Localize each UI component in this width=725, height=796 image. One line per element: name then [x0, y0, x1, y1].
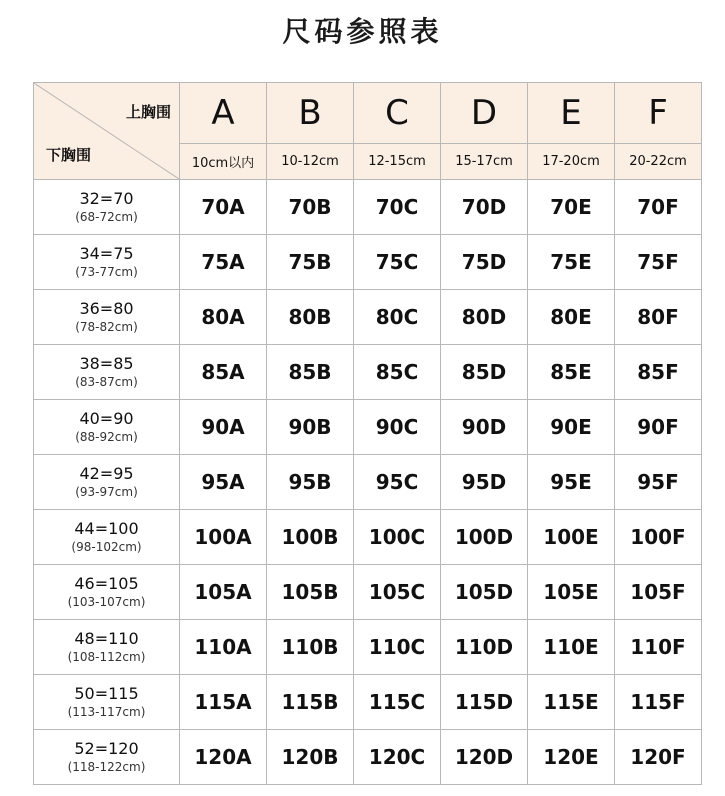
size-cell: 100E	[528, 510, 615, 565]
band-range: (118-122cm)	[67, 760, 146, 774]
cup-letter: A	[180, 83, 267, 144]
size-cell: 110D	[441, 620, 528, 675]
size-cell: 85E	[528, 345, 615, 400]
size-cell: 120B	[267, 730, 354, 785]
size-cell: 110F	[615, 620, 702, 675]
size-cell: 70C	[354, 180, 441, 235]
size-cell: 105E	[528, 565, 615, 620]
band-range: (108-112cm)	[67, 650, 146, 664]
size-cell: 90D	[441, 400, 528, 455]
size-cell: 110A	[180, 620, 267, 675]
size-cell: 75A	[180, 235, 267, 290]
under-bust-cell	[34, 455, 180, 510]
size-cell: 120F	[615, 730, 702, 785]
size-cell: 115D	[441, 675, 528, 730]
size-cell: 80D	[441, 290, 528, 345]
size-cell: 100C	[354, 510, 441, 565]
size-cell: 80A	[180, 290, 267, 345]
size-cell: 120D	[441, 730, 528, 785]
cup-letter: F	[615, 83, 702, 144]
size-cell: 90A	[180, 400, 267, 455]
band-range: (113-117cm)	[67, 705, 146, 719]
size-cell: 100A	[180, 510, 267, 565]
table-row	[34, 345, 702, 400]
size-cell: 115C	[354, 675, 441, 730]
size-cell: 100B	[267, 510, 354, 565]
under-bust-cell	[34, 510, 180, 565]
table-row	[34, 235, 702, 290]
cup-range: 12-15cm	[354, 144, 441, 180]
size-cell: 120A	[180, 730, 267, 785]
size-cell: 85C	[354, 345, 441, 400]
band-size: 44=100	[74, 519, 139, 538]
table-row	[34, 565, 702, 620]
cup-range: 20-22cm	[615, 144, 702, 180]
band-range: (68-72cm)	[75, 210, 138, 224]
size-rows	[34, 180, 702, 785]
size-cell: 120C	[354, 730, 441, 785]
size-cell: 75C	[354, 235, 441, 290]
cup-range: 15-17cm	[441, 144, 528, 180]
band-size: 34=75	[79, 244, 134, 263]
size-cell: 90E	[528, 400, 615, 455]
table-row	[34, 730, 702, 785]
size-cell: 85B	[267, 345, 354, 400]
cup-letter-row	[34, 83, 702, 144]
cup-range: 10-12cm	[267, 144, 354, 180]
under-bust-cell	[34, 730, 180, 785]
band-size: 48=110	[74, 629, 139, 648]
cup-letter: D	[441, 83, 528, 144]
band-size: 32=70	[79, 189, 134, 208]
band-range: (83-87cm)	[75, 375, 138, 389]
page-title: 尺码参照表	[282, 15, 443, 48]
size-cell: 75B	[267, 235, 354, 290]
size-cell: 105F	[615, 565, 702, 620]
size-cell: 75F	[615, 235, 702, 290]
band-size: 52=120	[74, 739, 139, 758]
size-cell: 80F	[615, 290, 702, 345]
under-bust-cell	[34, 620, 180, 675]
size-cell: 95F	[615, 455, 702, 510]
cup-range: 17-20cm	[528, 144, 615, 180]
size-cell: 105A	[180, 565, 267, 620]
table-row	[34, 455, 702, 510]
under-bust-cell	[34, 180, 180, 235]
size-cell: 70E	[528, 180, 615, 235]
band-range: (93-97cm)	[75, 485, 138, 499]
size-cell: 70B	[267, 180, 354, 235]
band-size: 38=85	[79, 354, 134, 373]
under-bust-cell	[34, 675, 180, 730]
under-bust-cell	[34, 290, 180, 345]
size-cell: 90C	[354, 400, 441, 455]
size-cell: 120E	[528, 730, 615, 785]
size-cell: 105C	[354, 565, 441, 620]
upper-bust-label: 上胸围	[125, 103, 171, 121]
size-cell: 90B	[267, 400, 354, 455]
band-size: 46=105	[74, 574, 139, 593]
size-cell: 105D	[441, 565, 528, 620]
size-cell: 110E	[528, 620, 615, 675]
size-cell: 105B	[267, 565, 354, 620]
size-cell: 85D	[441, 345, 528, 400]
size-cell: 115A	[180, 675, 267, 730]
size-cell: 95A	[180, 455, 267, 510]
cup-letter: C	[354, 83, 441, 144]
under-bust-cell	[34, 345, 180, 400]
size-cell: 95B	[267, 455, 354, 510]
size-cell: 115F	[615, 675, 702, 730]
under-bust-label: 下胸围	[46, 146, 92, 164]
table-row	[34, 290, 702, 345]
size-cell: 110C	[354, 620, 441, 675]
band-range: (78-82cm)	[75, 320, 138, 334]
size-cell: 85A	[180, 345, 267, 400]
band-size: 42=95	[79, 464, 134, 483]
size-cell: 85F	[615, 345, 702, 400]
under-bust-cell	[34, 235, 180, 290]
size-cell: 95D	[441, 455, 528, 510]
size-cell: 80B	[267, 290, 354, 345]
size-cell: 95E	[528, 455, 615, 510]
cup-letter: B	[267, 83, 354, 144]
size-cell: 90F	[615, 400, 702, 455]
size-cell: 110B	[267, 620, 354, 675]
size-cell: 70A	[180, 180, 267, 235]
cup-letter: E	[528, 83, 615, 144]
band-size: 36=80	[79, 299, 134, 318]
table-row	[34, 620, 702, 675]
size-cell: 75E	[528, 235, 615, 290]
size-cell: 80E	[528, 290, 615, 345]
size-cell: 80C	[354, 290, 441, 345]
size-cell: 70D	[441, 180, 528, 235]
table-row	[34, 510, 702, 565]
size-chart-table	[33, 82, 702, 785]
table-row	[34, 400, 702, 455]
band-size: 40=90	[79, 409, 134, 428]
band-range: (88-92cm)	[75, 430, 138, 444]
table-row	[34, 180, 702, 235]
cup-range: 10cm以内	[180, 144, 267, 180]
corner-cell	[34, 83, 180, 180]
under-bust-cell	[34, 565, 180, 620]
size-cell: 115E	[528, 675, 615, 730]
size-cell: 95C	[354, 455, 441, 510]
size-cell: 100D	[441, 510, 528, 565]
size-cell: 70F	[615, 180, 702, 235]
band-range: (73-77cm)	[75, 265, 138, 279]
size-cell: 115B	[267, 675, 354, 730]
band-size: 50=115	[74, 684, 139, 703]
band-range: (98-102cm)	[71, 540, 142, 554]
under-bust-cell	[34, 400, 180, 455]
size-cell: 75D	[441, 235, 528, 290]
band-range: (103-107cm)	[67, 595, 146, 609]
table-row	[34, 675, 702, 730]
size-cell: 100F	[615, 510, 702, 565]
